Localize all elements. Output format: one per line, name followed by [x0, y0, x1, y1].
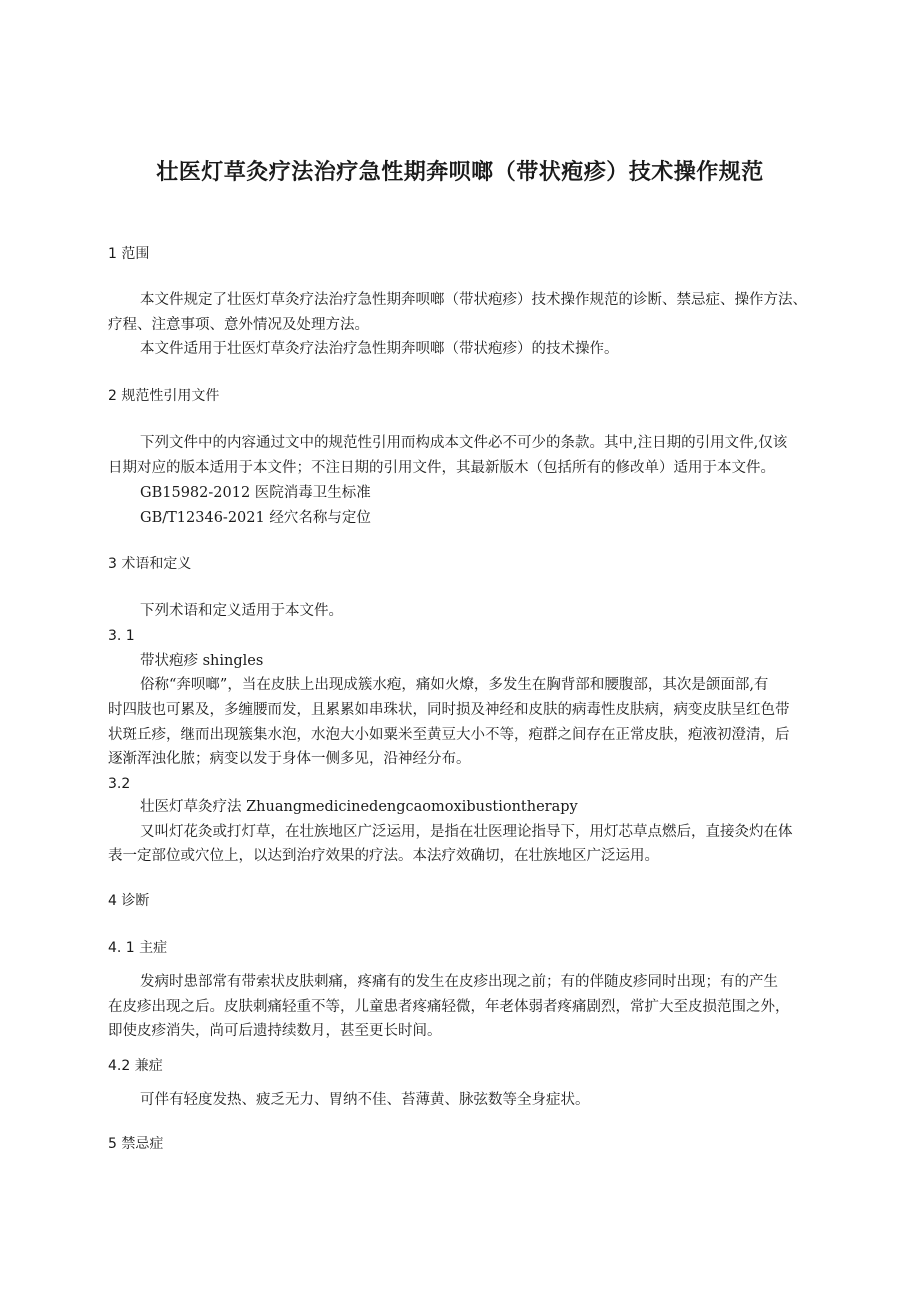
term-3-2-number: 3.2	[108, 776, 131, 792]
reference-gb15982: GB15982-2012 医院消毒卫生标准	[140, 485, 371, 501]
s1-paragraph-2: 本文件适用于壮医灯草灸疗法治疗急性期奔呗啷（带状疱疹）的技术操作。	[140, 341, 619, 357]
section-5-heading: 5 禁忌症	[108, 1136, 164, 1152]
term-3-1-line-4: 逐渐浑浊化脓；病变以发于身体一侧多见，沿神经分布。	[108, 751, 471, 767]
section-4-1-heading: 4. 1 主症	[108, 940, 168, 956]
s1-paragraph-1-line-1: 本文件规定了壮医灯草灸疗法治疗急性期奔呗啷（带状疱疹）技术操作规范的诊断、禁忌症、操作方法、	[140, 292, 807, 308]
term-3-1-number: 3. 1	[108, 628, 135, 644]
s2-paragraph-line-2: 日期对应的版本适用于本文件；不注日期的引用文件，其最新版木（包括所有的修改单）适用于本文件。	[108, 460, 775, 476]
term-3-1-title: 带状疱疹 shingles	[140, 653, 264, 669]
s2-paragraph-line-1: 下列文件中的内容通过文中的规范性引用而构成本文件必不可少的条款。其中,注日期的引用文件,仅该	[140, 435, 788, 451]
term-3-1-line-3: 状斑丘疹，继而出现簇集水泡，水泡大小如粟米至黄豆大小不等，疱群之间存在正常皮肤，疱液初澄清，后	[108, 727, 790, 743]
term-3-1-line-1: 俗称“奔呗啷”，当在皮肤上出现成簇水疱，痛如火燎，多发生在胸背部和腰腹部，其次是颌面部,有	[140, 677, 769, 693]
term-3-2-title: 壮医灯草灸疗法 Zhuangmedicinedengcaomoxibustiontherapy	[140, 799, 578, 815]
term-3-2-line-2: 表一定部位或穴位上，以达到治疗效果的疗法。本法疗效确切，在壮族地区广泛运用。	[108, 848, 659, 864]
s4-1-line-1: 发病时患部常有带索状皮肤刺痛，疼痛有的发生在皮疹出现之前；有的伴随皮疹同时出现；有的产生	[140, 974, 778, 990]
s4-1-line-2: 在皮疹出现之后。皮肤刺痛轻重不等，儿童患者疼痛轻微，年老体弱者疼痛剧烈，常扩大至皮损范围之外，	[108, 999, 790, 1015]
term-3-2-line-1: 又叫灯花灸或打灯草，在壮族地区广泛运用，是指在壮医理论指导下，用灯芯草点燃后，直接灸灼在体	[140, 824, 793, 840]
s4-2-paragraph: 可伴有轻度发热、疲乏无力、胃纳不佳、苔薄黄、脉弦数等全身症状。	[140, 1092, 590, 1108]
section-4-heading: 4 诊断	[108, 893, 150, 909]
section-3-heading: 3 术语和定义	[108, 556, 192, 572]
s3-intro: 下列术语和定义适用于本文件。	[140, 603, 343, 619]
document-title: 壮医灯草灸疗法治疗急性期奔呗啷（带状疱疹）技术操作规范	[156, 160, 764, 185]
reference-gbt12346: GB/T12346-2021 经穴名称与定位	[140, 510, 371, 526]
section-4-2-heading: 4.2 兼症	[108, 1058, 163, 1074]
s1-paragraph-1-line-2: 疗程、注意事项、意外情况及处理方法。	[108, 317, 369, 333]
section-1-heading: 1 范围	[108, 246, 150, 262]
term-3-1-line-2: 时四肢也可累及，多缠腰而发，且累累如串珠状，同时损及神经和皮肤的病毒性皮肤病，病变皮肤呈红色带	[108, 702, 790, 718]
section-2-heading: 2 规范性引用文件	[108, 388, 220, 404]
s4-1-line-3: 即使皮疹消失，尚可后遗持续数月，甚至更长时间。	[108, 1023, 442, 1039]
